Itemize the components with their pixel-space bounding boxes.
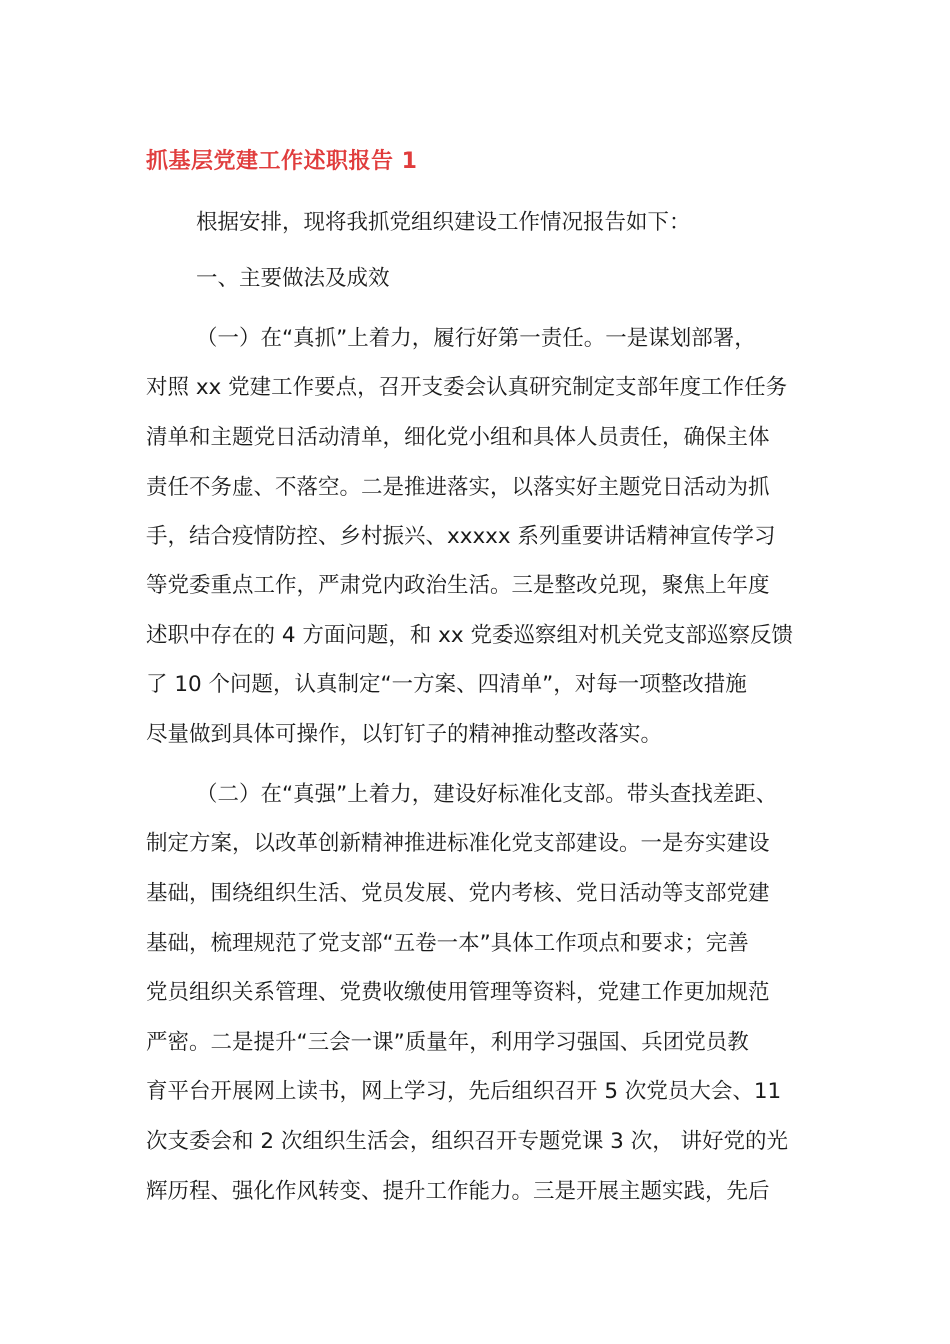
paragraph-line: 尽量做到具体可操作，以钉钉子的精神推动整改落实。 [146, 722, 663, 747]
paragraph-line: 育平台开展网上读书，网上学习，先后组织召开 5 次党员大会、11 [146, 1079, 782, 1104]
paragraph-line: 根据安排，现将我抓党组织建设工作情况报告如下： [196, 210, 691, 235]
paragraph-line: 对照 xx 党建工作要点，召开支委会认真研究制定支部年度工作任务 [146, 375, 788, 400]
paragraph-line: 手，结合疫情防控、乡村振兴、xxxxx 系列重要讲话精神宣传学习 [146, 524, 776, 549]
paragraph-line: 制定方案，以改革创新精神推进标准化党支部建设。一是夯实建设 [146, 831, 770, 856]
document-title: 抓基层党建工作述职报告 1 [146, 149, 418, 174]
paragraph-line: 清单和主题党日活动清单，细化党小组和具体人员责任，确保主体 [146, 425, 770, 450]
paragraph-line: （二）在“真强”上着力，建设好标准化支部。带头查找差距、 [196, 782, 778, 807]
paragraph-line: （一）在“真抓”上着力，履行好第一责任。一是谋划部署， [196, 326, 756, 351]
paragraph-line: 等党委重点工作，严肃党内政治生活。三是整改兑现，聚焦上年度 [146, 573, 770, 598]
paragraph-line: 次支委会和 2 次组织生活会，组织召开专题党课 3 次， 讲好党的光 [146, 1129, 789, 1154]
paragraph-line: 严密。二是提升“三会一课”质量年，利用学习强国、兵团党员教 [146, 1030, 749, 1055]
paragraph-line: 基础，围绕组织生活、党员发展、党内考核、党日活动等支部党建 [146, 881, 770, 906]
paragraph-line: 党员组织关系管理、党费收缴使用管理等资料，党建工作更加规范 [146, 980, 770, 1005]
paragraph-line: 责任不务虚、不落空。二是推进落实，以落实好主题党日活动为抓 [146, 475, 770, 500]
section-heading: 一、主要做法及成效 [196, 266, 390, 291]
paragraph-line: 基础，梳理规范了党支部“五卷一本”具体工作项点和要求；完善 [146, 931, 749, 956]
paragraph-line: 述职中存在的 4 方面问题，和 xx 党委巡察组对机关党支部巡察反馈 [146, 623, 793, 648]
paragraph-line: 了 10 个问题，认真制定“一方案、四清单”，对每一项整改措施 [146, 672, 747, 697]
paragraph-line: 辉历程、强化作风转变、提升工作能力。三是开展主题实践，先后 [146, 1179, 770, 1204]
